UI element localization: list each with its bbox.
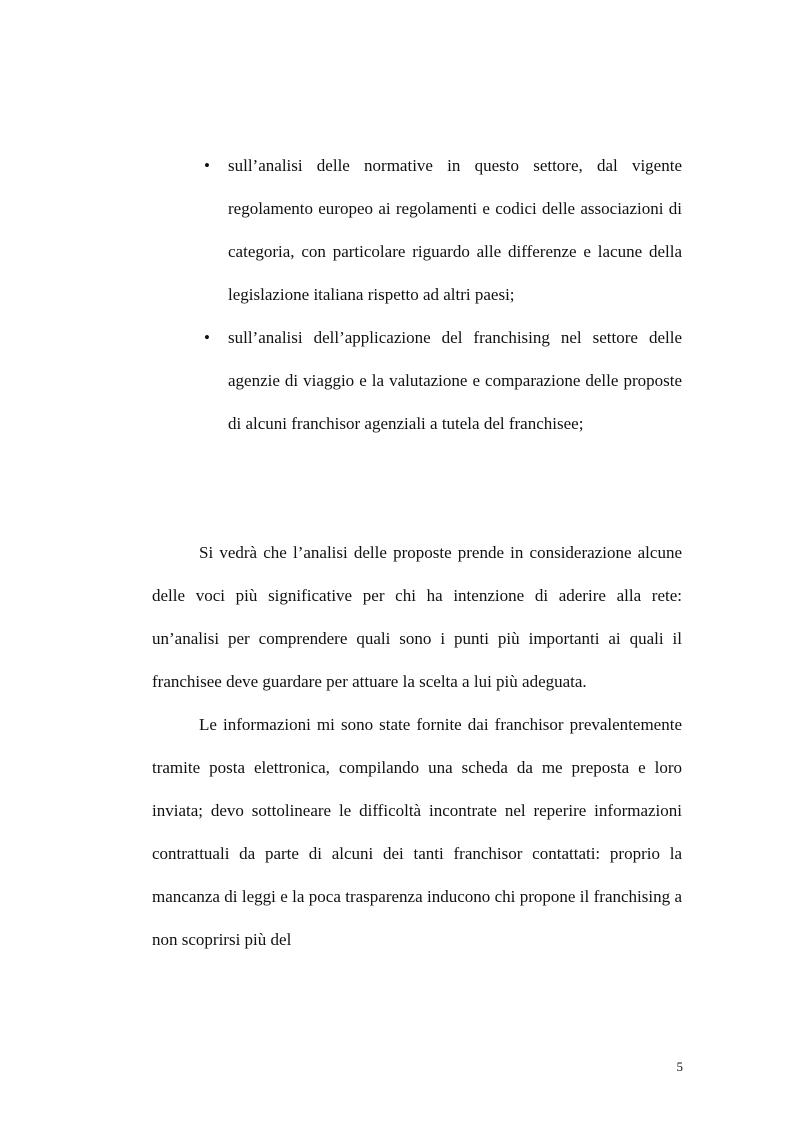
paragraph-analisi-proposte: Si vedrà che l’analisi delle proposte prende in considerazione alcune delle voci più significative per chi ha intenzione di aderire alla rete: un’analisi per comprendere quali sono i punti più importanti ai quali il franchisee deve guardare per attuare la scelta a lui più adeguata. (152, 543, 682, 691)
bullet-item-applicazione (198, 316, 682, 445)
bullet-icon: • (204, 328, 210, 347)
page-number: 5 (676, 1059, 683, 1074)
paragraph-informazioni: Le informazioni mi sono state fornite dai franchisor prevalentemente tramite posta elettronica, compilando una scheda da me preposta e loro inviata; devo sottolineare le difficoltà incontrate nel reperire informazioni contrattuali da parte di alcuni dei tanti franchisor contattati: proprio la mancanza di leggi e la poca trasparenza inducono chi propone il franchising a non scoprirsi più del (152, 715, 682, 949)
body-text (152, 531, 682, 961)
bullet-item-normative (198, 144, 682, 316)
bullet-list (198, 144, 682, 445)
bullet-icon: • (204, 156, 210, 175)
bullet-text: sull’analisi dell’applicazione del franchising nel settore delle agenzie di viaggio e la valutazione e comparazione delle proposte di alcuni franchisor agenziali a tutela del franchisee; (228, 328, 682, 433)
bullet-text: sull’analisi delle normative in questo settore, dal vigente regolamento europeo ai regolamenti e codici delle associazioni di categoria, con particolare riguardo alle differenze e lacune della legislazione italiana rispetto ad altri paesi; (228, 156, 682, 304)
